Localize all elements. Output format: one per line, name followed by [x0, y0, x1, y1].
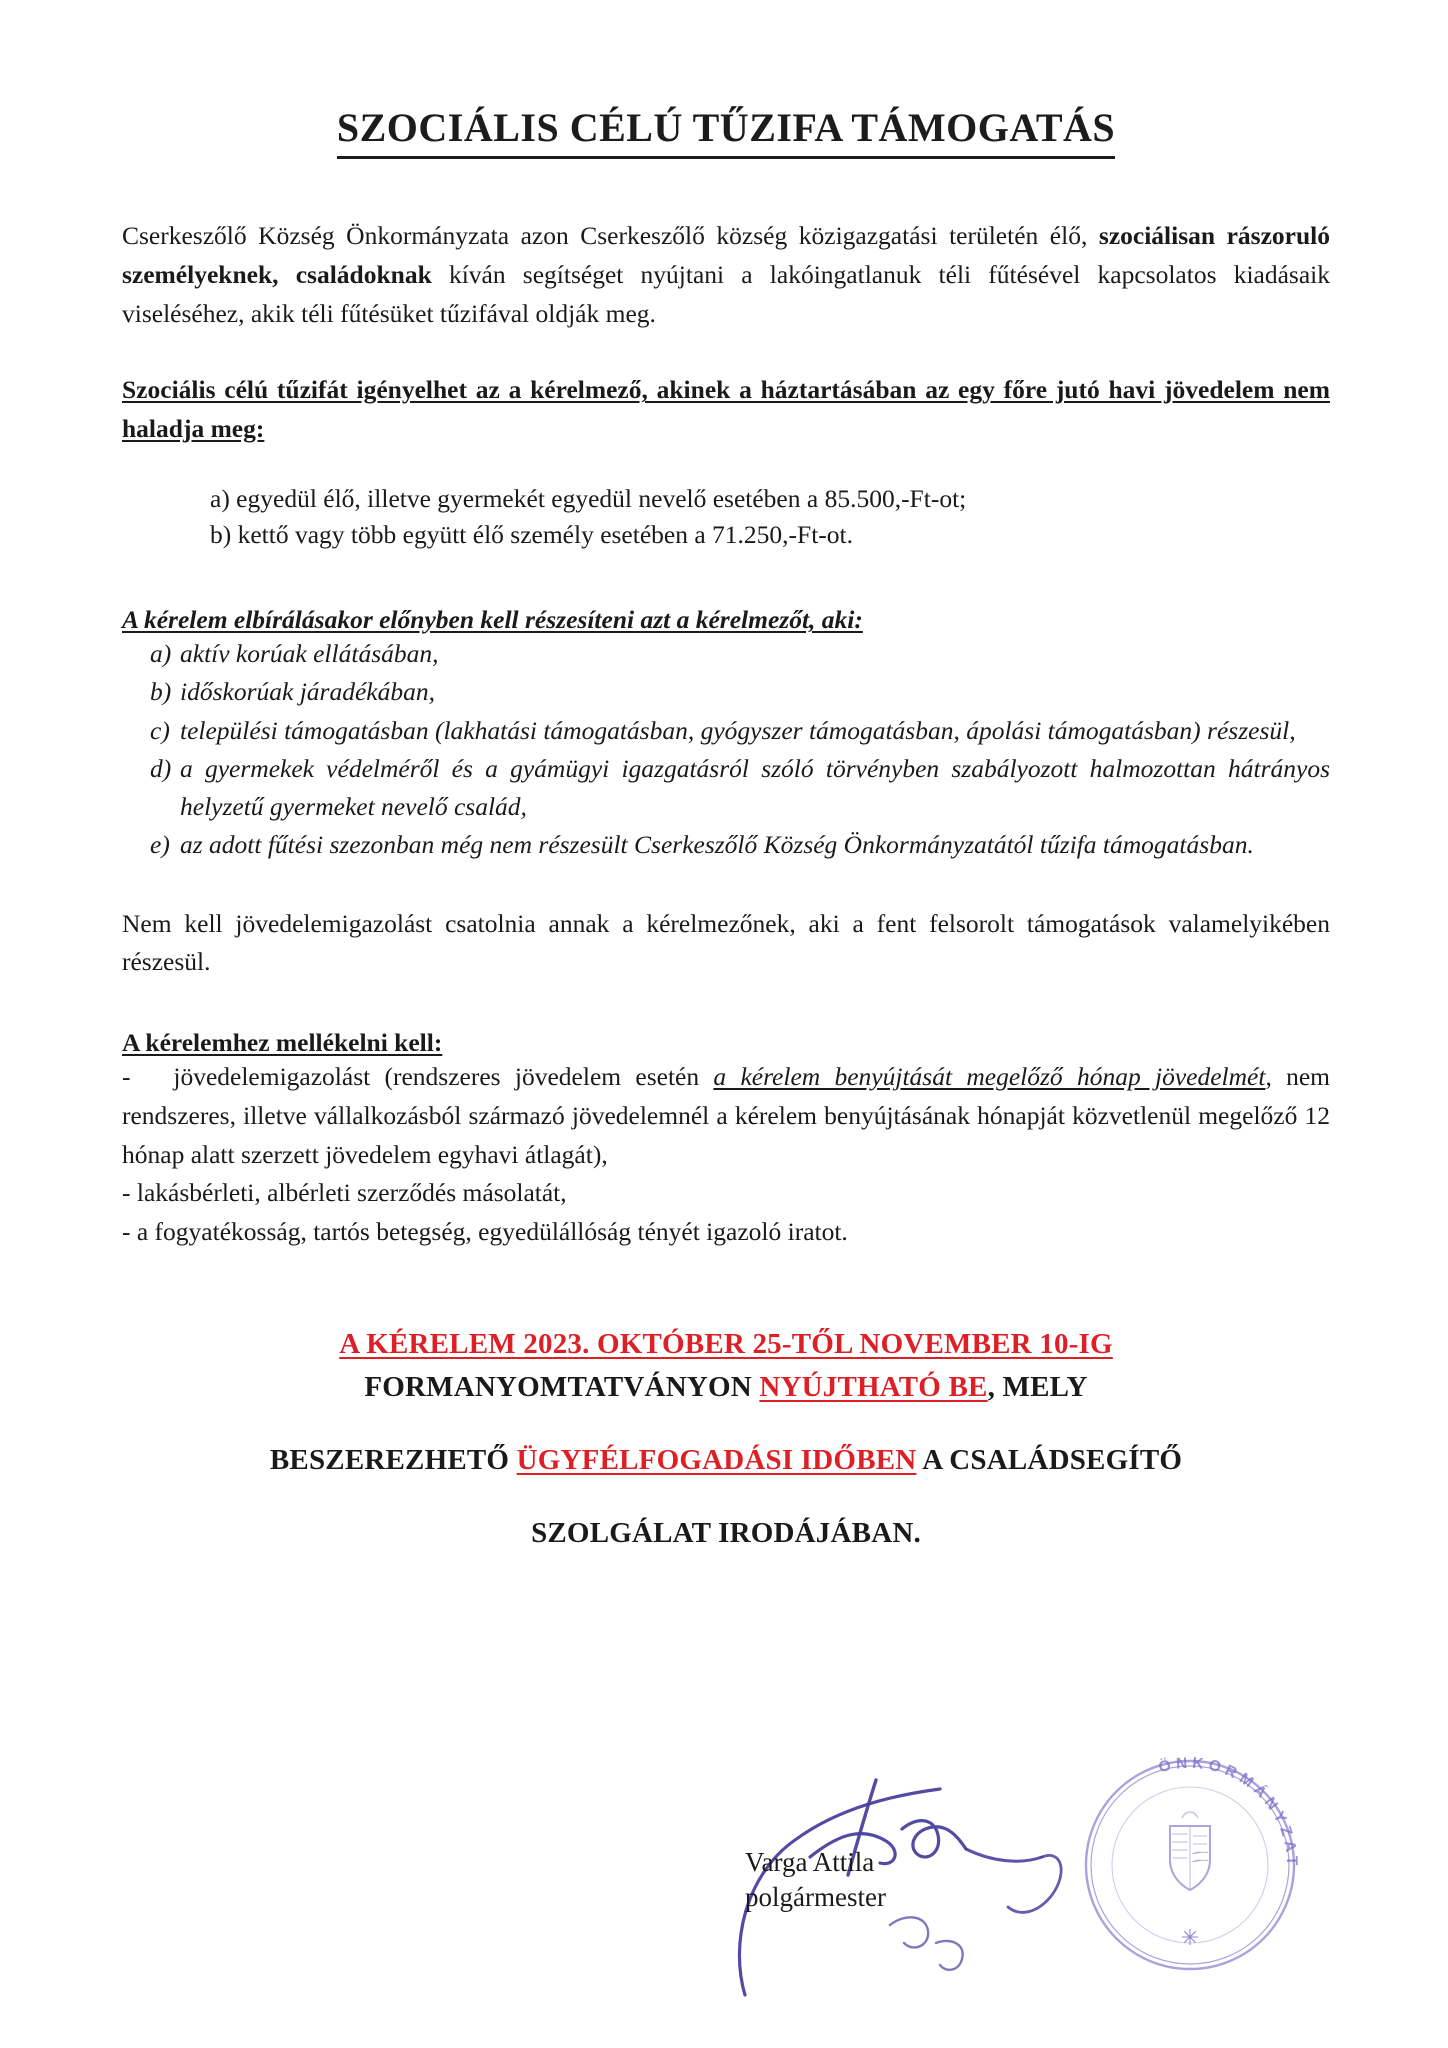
notice-line-2	[122, 1370, 1330, 1403]
official-round-stamp-icon	[1065, 1740, 1315, 1990]
notice-line-2-red: NYÚJTHATÓ BE	[759, 1370, 988, 1403]
advantage-item-marker: a)	[150, 639, 172, 669]
notice-line-4	[122, 1516, 1330, 1549]
income-limit-item: a) egyedül élő, illetve gyermekét egyedül nevelő esetében a 85.500,-Ft-ot;	[210, 483, 967, 513]
notice-line-3-black-a: BESZEREZHETŐ	[269, 1443, 517, 1476]
intro-paragraph	[122, 217, 1330, 333]
advantage-heading	[122, 605, 1330, 635]
advantage-heading-text: A kérelem elbírálásakor előnyben kell részesíteni azt a kérelmezőt, aki:	[122, 605, 863, 635]
document-body	[122, 0, 1330, 1548]
advantage-item-text: a gyermekek védelméről és a gyámügyi igazgatásról szóló törvényben szabályozott halmozottan hátrányos helyzetű gyermeket nevelő család,	[180, 753, 1330, 822]
attachment-item-lease: - lakásbérleti, albérleti szerződés másolatát,	[122, 1178, 567, 1208]
advantage-item-marker: d)	[150, 753, 172, 783]
advantage-list	[122, 635, 1330, 865]
advantage-item-text: települési támogatásban (lakhatási támogatásban, gyógyszer támogatásban, ápolási támogatásban) részesül,	[180, 715, 1296, 745]
notice-line-3	[122, 1443, 1330, 1476]
notice-line-4-text: SZOLGÁLAT IRODÁJÁBAN.	[531, 1516, 921, 1549]
advantage-item-text: az adott fűtési szezonban még nem részesült Cserkeszőlő Község Önkormányzatától tűzifa támogatásban.	[180, 830, 1254, 860]
advantage-item-text: aktív korúak ellátásában,	[180, 639, 439, 669]
signatory-name: Varga Attila	[745, 1847, 875, 1877]
advantage-item-marker: b)	[150, 677, 172, 707]
advantage-item-marker: c)	[150, 715, 170, 745]
deadline-notice	[122, 1327, 1330, 1549]
intro-part1: Cserkeszőlő Község Önkormányzata azon Cserkeszőlő község közigazgatási területén élő,	[122, 221, 1099, 250]
no-income-proof-paragraph: Nem kell jövedelemigazolást csatolnia annak a kérelmezőnek, aki a fent felsorolt támogatások valamelyikében részesül.	[122, 908, 1330, 977]
attachments-heading-text: A kérelemhez mellékelni kell:	[122, 1028, 443, 1058]
attachment-dash: -	[122, 1062, 131, 1092]
attachment-emphasis: a kérelem benyújtását megelőző hónap jövedelmét	[713, 1062, 1266, 1092]
eligibility-heading	[122, 371, 1330, 449]
notice-line-1	[122, 1327, 1330, 1360]
intro-part2: kíván segítséget nyújtani a lakóingatlanuk téli fűtésével kapcsolatos kiadásaik viseléséhez, akik téli fűtésüket tűzifával oldják meg.	[122, 259, 1330, 328]
notice-line-3-black-b: A CSALÁDSEGÍTŐ	[916, 1443, 1183, 1476]
attachment-item-disability: - a fogyatékosság, tartós betegség, egyedülállóság tényét igazoló iratot.	[122, 1217, 848, 1247]
attachment-text-b: , nem rendszeres, illetve vállalkozásból származó jövedelemnél a kérelem benyújtásának hónapját közvetlenül megelőző 12 hónap alatt szerzett jövedelem egyhavi átlagát),	[122, 1062, 1331, 1169]
income-limit-list	[122, 481, 1330, 553]
stamp-star-glyph: ✳	[1180, 1925, 1200, 1950]
signatory-role: polgármester	[745, 1881, 886, 1912]
advantage-item	[150, 712, 1330, 750]
advantage-item	[150, 826, 1330, 864]
attachment-item-income	[122, 1058, 1330, 1174]
page-title-text: SZOCIÁLIS CÉLÚ TŰZIFA TÁMOGATÁS	[337, 104, 1115, 159]
signature-block	[745, 1845, 1065, 1914]
income-limit-item: b) kettő vagy több együtt élő személy esetében a 71.250,-Ft-ot.	[210, 519, 854, 549]
eligibility-heading-text: Szociális célú tűzifát igényelhet az a kérelmező, akinek a háztartásában az egy főre jutó havi jövedelem nem haladja meg:	[122, 375, 1330, 443]
notice-line-1-text: A KÉRELEM 2023. OKTÓBER 25-TŐL NOVEMBER 10-IG	[339, 1327, 1113, 1360]
attachments-heading	[122, 1028, 1330, 1058]
advantage-item	[150, 750, 1330, 827]
advantage-item	[150, 673, 1330, 711]
advantage-item-text: időskorúak járadékában,	[180, 677, 435, 707]
attachment-text-a: jövedelemigazolást (rendszeres jövedelem esetén	[173, 1062, 714, 1092]
notice-line-2-black-b: , MELY	[987, 1370, 1088, 1403]
advantage-item	[150, 635, 1330, 673]
notice-line-2-black-a: FORMANYOMTATVÁNYON	[364, 1370, 760, 1403]
notice-line-3-red: ÜGYFÉLFOGADÁSI IDŐBEN	[516, 1443, 917, 1476]
svg-text:ÖNKORMÁNYZAT: ÖNKORMÁNYZAT	[1157, 1754, 1301, 1871]
page-title	[122, 0, 1330, 159]
intro-bold: szociálisan rászoruló személyeknek, családoknak	[122, 221, 1330, 289]
advantage-item-marker: e)	[150, 830, 170, 860]
